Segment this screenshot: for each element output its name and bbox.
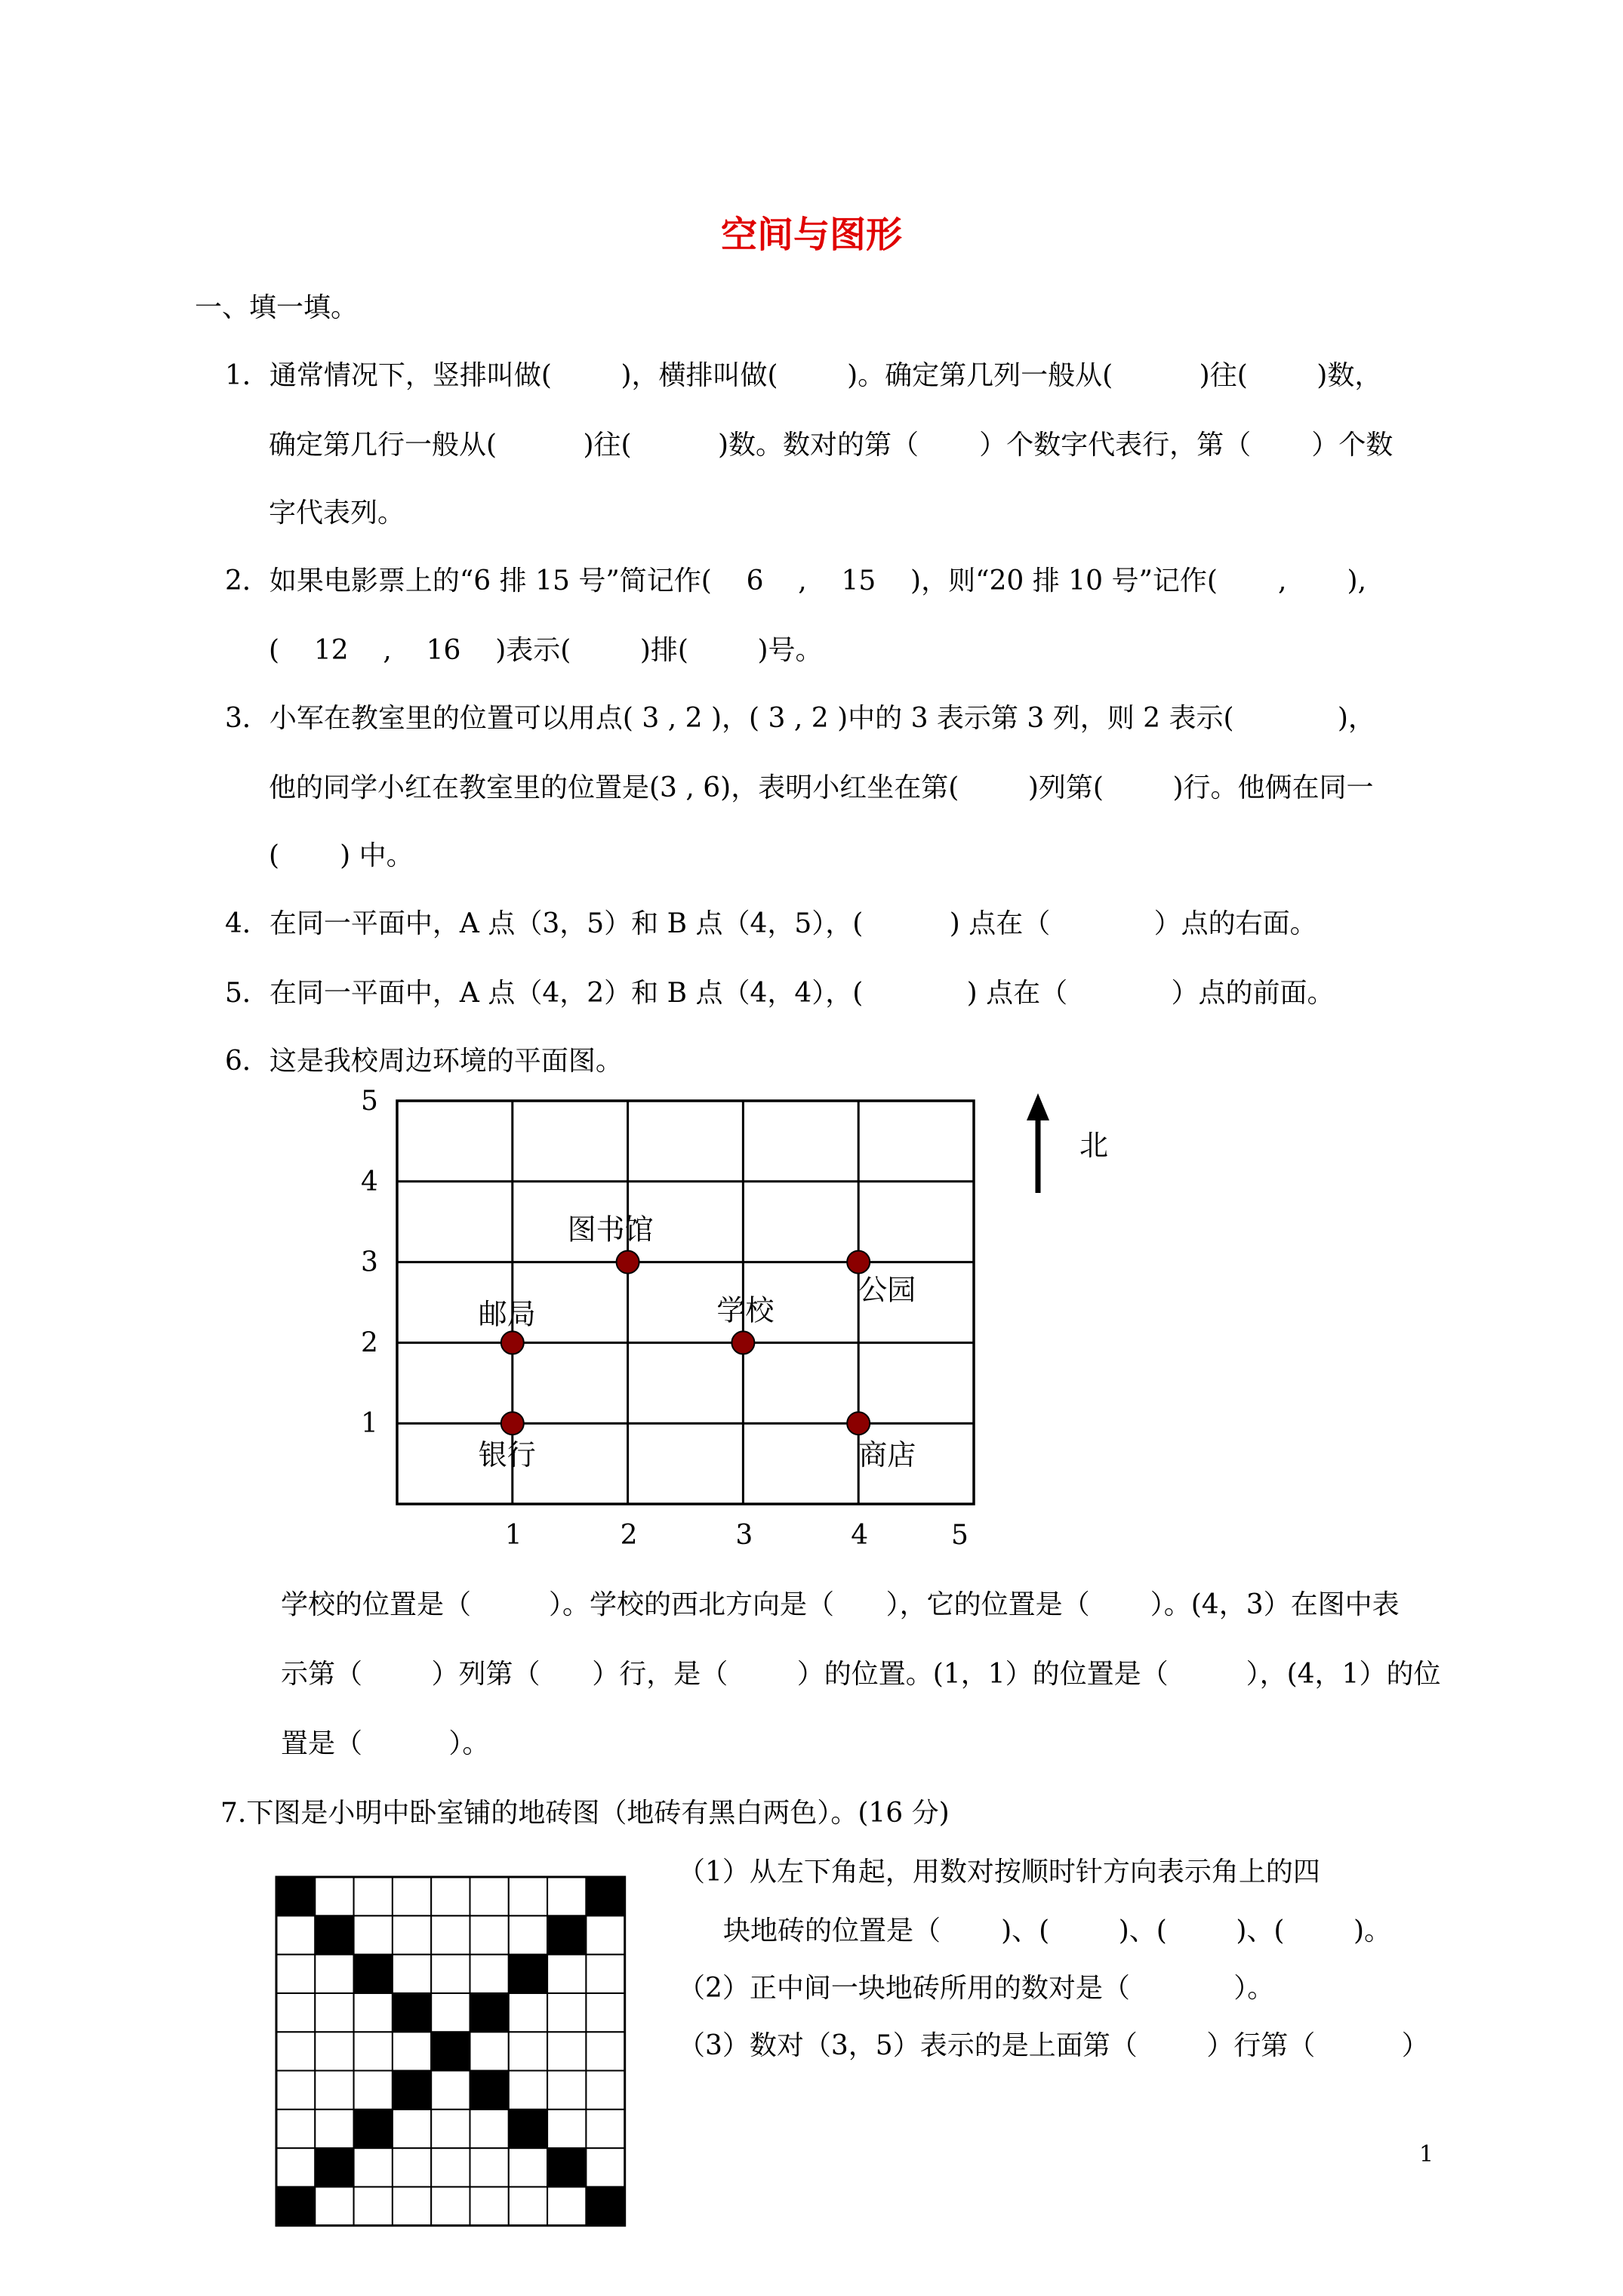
tile-cell [354, 1915, 393, 1954]
tile-cell [315, 2071, 353, 2110]
place-label: 学校 [716, 1293, 775, 1327]
north-label: 北 [1079, 1129, 1109, 1162]
question-6-line-a: 学校的位置是（ ）。学校的西北方向是（ ），它的位置是（ ）。(4，3）在图中表 [281, 1589, 1400, 1620]
place-label: 邮局 [478, 1297, 536, 1331]
tile-cell [470, 2032, 509, 2070]
page-number: 1 [1419, 2141, 1434, 2168]
place-label: 商店 [858, 1438, 916, 1472]
tile-cell [431, 2032, 470, 2070]
question-4: 4．在同一平面中，A 点（3，5）和 B 点（4，5），( ) 点在（ ）点的右面。 [225, 908, 1317, 939]
tile-cell [393, 2071, 431, 2110]
tile-cell [547, 1915, 586, 1954]
x-tick-label: 1 [504, 1520, 522, 1551]
question-5: 5．在同一平面中，A 点（4，2）和 B 点（4，4），( ) 点在（ ）点的前面。 [225, 978, 1335, 1009]
y-tick-label: 5 [361, 1086, 378, 1117]
tile-cell [315, 2187, 353, 2225]
tile-cell [276, 1955, 315, 1993]
x-tick-label: 3 [735, 1520, 753, 1551]
tile-cell [276, 1877, 315, 1915]
question-3-line-2: 他的同学小红在教室里的位置是(3 , 6)，表明小红坐在第( )列第( )行。他俩在同一 [269, 772, 1374, 803]
question-7-part-1-line-2: 块地砖的位置是（ )、( )、( )、( )。 [723, 1915, 1392, 1946]
tile-cell [470, 2187, 509, 2225]
tile-cell [547, 2148, 586, 2187]
tile-cell [393, 1955, 431, 1993]
tile-cell [547, 2187, 586, 2225]
x-tick-label: 5 [951, 1520, 969, 1551]
tile-cell [547, 1993, 586, 2032]
tile-cell [431, 1877, 470, 1915]
tile-cell [547, 2071, 586, 2110]
question-1-line-3: 字代表列。 [269, 498, 405, 529]
tile-cell [431, 1915, 470, 1954]
tile-cell [354, 2187, 393, 2225]
question-1-line-2: 确定第几行一般从( )往( )数。数对的第（ ）个数字代表行，第（ ）个数 [269, 430, 1394, 461]
tile-cell [393, 1993, 431, 2032]
question-7-title: 7.下图是小明中卧室铺的地砖图（地砖有黑白两色）。(16 分) [220, 1798, 950, 1829]
tile-cell [431, 2148, 470, 2187]
tile-cell [431, 2187, 470, 2225]
tile-cell [547, 2032, 586, 2070]
tile-cell [354, 2148, 393, 2187]
tile-cell [586, 1993, 624, 2032]
tile-cell [470, 2148, 509, 2187]
tile-cell [354, 2110, 393, 2148]
question-2-line-2: ( 12 , 16 )表示( )排( )号。 [269, 635, 823, 666]
tile-cell [315, 2032, 353, 2070]
tile-cell [586, 2187, 624, 2225]
tile-cell [586, 1877, 624, 1915]
tile-cell [276, 2032, 315, 2070]
y-tick-label: 1 [361, 1408, 378, 1440]
tile-cell [470, 1955, 509, 1993]
tile-cell [393, 2032, 431, 2070]
tile-cell [470, 1915, 509, 1954]
tile-cell [315, 1955, 353, 1993]
tile-cell [470, 1877, 509, 1915]
y-tick-label: 4 [361, 1166, 378, 1197]
tile-cell [276, 2110, 315, 2148]
question-3-line-1: 3．小军在教室里的位置可以用点( 3 , 2 )，( 3 , 2 )中的 3 表示第 3 列，则 2 表示( )， [225, 703, 1375, 734]
tile-cell [586, 1915, 624, 1954]
tile-cell [393, 2148, 431, 2187]
tile-cell [547, 1877, 586, 1915]
tile-cell [509, 1915, 547, 1954]
page-title: 空间与图形 [720, 214, 902, 256]
tile-cell [431, 2110, 470, 2148]
tile-cell [431, 1993, 470, 2032]
tile-cell [276, 2187, 315, 2225]
tile-cell [509, 1993, 547, 2032]
tile-cell [393, 1877, 431, 1915]
question-3-line-3: ( ) 中。 [269, 840, 414, 871]
question-7-part-3: （3）数对（3，5）表示的是上面第（ ）行第（ ） [678, 2030, 1429, 2061]
x-tick-label: 4 [851, 1520, 869, 1551]
y-tick-label: 3 [361, 1247, 378, 1278]
tile-cell [354, 2032, 393, 2070]
question-7-part-1-line-1: （1）从左下角起，用数对按顺时针方向表示角上的四 [678, 1857, 1320, 1888]
tile-cell [547, 2110, 586, 2148]
tile-cell [393, 1915, 431, 1954]
tile-cell [276, 2071, 315, 2110]
tile-cell [354, 1955, 393, 1993]
tile-cell [315, 1993, 353, 2032]
section-heading: 一、填一填。 [195, 292, 359, 323]
tile-cell [586, 2071, 624, 2110]
place-label: 银行 [478, 1438, 536, 1472]
tile-cell [393, 2110, 431, 2148]
question-1-line-1: 1．通常情况下，竖排叫做( )，横排叫做( )。确定第几列一般从( )往( )数， [225, 360, 1382, 391]
tile-cell [470, 2071, 509, 2110]
question-6-intro: 6．这是我校周边环境的平面图。 [225, 1046, 623, 1077]
tile-cell [315, 2148, 353, 2187]
tile-cell [586, 2032, 624, 2070]
tile-cell [354, 1993, 393, 2032]
tile-cell [586, 1955, 624, 1993]
tile-cell [509, 2148, 547, 2187]
tile-cell [509, 2032, 547, 2070]
tile-cell [470, 1993, 509, 2032]
y-tick-label: 2 [361, 1327, 378, 1359]
tile-cell [470, 2110, 509, 2148]
place-label: 公园 [858, 1273, 916, 1307]
tile-cell [276, 2148, 315, 2187]
tile-cells [276, 1877, 625, 2226]
tile-cell [509, 2071, 547, 2110]
tile-cell [586, 2148, 624, 2187]
tile-cell [509, 2187, 547, 2225]
tile-cell [547, 1955, 586, 1993]
question-7-part-2: （2）正中间一块地砖所用的数对是（ ）。 [678, 1973, 1275, 2004]
tile-cell [509, 2110, 547, 2148]
tile-cell [276, 1915, 315, 1954]
tile-cell [431, 2071, 470, 2110]
question-6-line-c: 置是（ ）。 [281, 1728, 490, 1759]
tile-cell [354, 1877, 393, 1915]
tile-cell [431, 1955, 470, 1993]
tile-cell [586, 2110, 624, 2148]
tile-cell [276, 1993, 315, 2032]
tile-cell [509, 1877, 547, 1915]
question-2-line-1: 2．如果电影票上的“6 排 15 号”简记作( 6 , 15 )，则“20 排 10 号”记作( , ), [225, 566, 1367, 596]
x-tick-label: 2 [620, 1520, 638, 1551]
question-6-line-b: 示第（ ）列第（ ）行，是（ ）的位置。(1，1）的位置是（ ），(4，1）的位 [281, 1659, 1441, 1690]
tile-cell [315, 2110, 353, 2148]
tile-cell [509, 1955, 547, 1993]
tile-cell [393, 2187, 431, 2225]
tile-cell [315, 1915, 353, 1954]
place-label: 图书馆 [567, 1213, 654, 1247]
tile-cell [315, 1877, 353, 1915]
tile-cell [354, 2071, 393, 2110]
